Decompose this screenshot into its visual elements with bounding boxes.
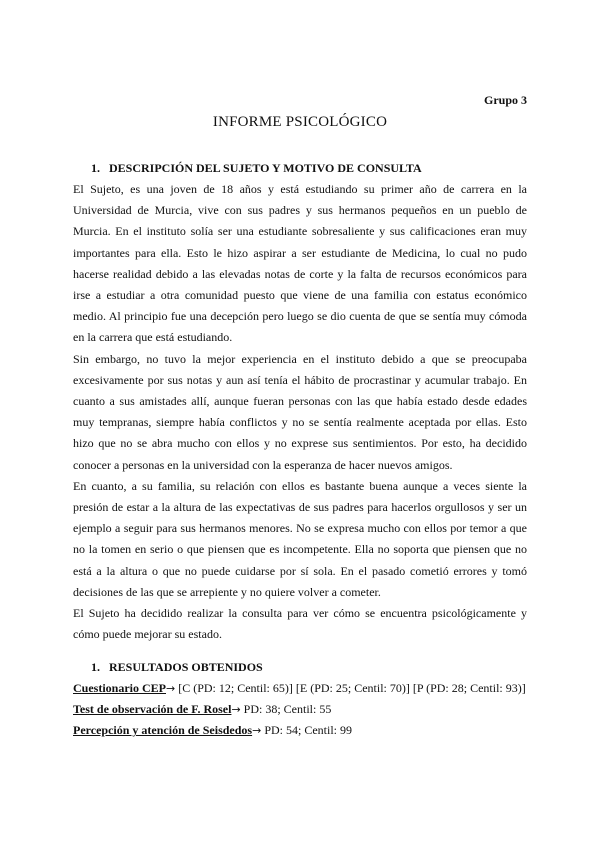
section-number: 1. (91, 660, 100, 674)
result-value: [C (PD: 12; Centil: 65)] [E (PD: 25; Centil: 70)] [P (PD: 28; Centil: 93)] (175, 681, 526, 695)
paragraph-reason: El Sujeto ha decidido realizar la consulta para ver cómo se encuentra psicológicamente y cómo puede mejorar su estado. (73, 606, 527, 642)
document-title: INFORME PSICOLÓGICO (212, 114, 388, 130)
paragraph-family: En cuanto, a su familia, su relación con ellos es bastante buena aunque a veces siente la presión de estar a la altura de las expectativas de sus padres para hacerlos orgullosos y ser un ejemplo a seguir para sus hermanos menores. No se expresa mucho con ellos por temor a que no la tomen en serio o que piensen que es incompetente. Ella no soporta que piensen que no está a la altura o que no puede cuidarse por sí sola. En el pasado cometió errores y tomó decisiones de las que se arrepiente y no quiere volver a cometer. (73, 478, 527, 599)
section-results (73, 657, 527, 742)
arrow-icon: → (231, 703, 241, 717)
paragraph-intro: El Sujeto, es una joven de 18 años y está estudiando su primer año de carrera en la Universidad de Murcia, vive con sus padres y sus hermanos pequeños en un pueblo de Murcia. En el instituto solía ser una estudiante sobresaliente y sus calificaciones eran muy importantes para ella. Esto le hizo aspirar a ser estudiante de Medicina, lo cual no pudo hacerse realidad debido a las elevadas notas de corte y la falta de recursos económicos para irse a estudiar a otra comunidad puesto que viene de una familia con estatus económico medio. Al principio fue una decepción pero luego se dio cuenta de que se sentía muy cómoda en la carrera que está estudiando. (73, 182, 527, 345)
result-label: Percepción y atención de Seisdedos (73, 723, 253, 738)
section-heading-description (73, 158, 527, 179)
result-seisdedos (73, 720, 527, 741)
result-label: Cuestionario CEP (73, 681, 166, 695)
group-label: Grupo 3 (483, 93, 527, 107)
result-cep (73, 678, 527, 699)
section-heading-text: DESCRIPCIÓN DEL SUJETO Y MOTIVO DE CONSULTA (109, 161, 422, 175)
result-value: PD: 54; Centil: 99 (261, 723, 353, 738)
result-rosel (73, 699, 527, 720)
section-heading-text: RESULTADOS OBTENIDOS (109, 660, 263, 674)
section-description (73, 158, 527, 645)
result-value: PD: 38; Centil: 55 (240, 702, 332, 717)
arrow-icon: → (166, 682, 176, 695)
arrow-icon: → (252, 724, 262, 738)
paragraph-school: Sin embargo, no tuvo la mejor experiencia en el instituto debido a que se preocupaba excesivamente por sus notas y aun así tenía el hábito de procrastinar y acumular trabajo. En cuanto a sus amistades allí, aunque fueran personas con las que había estado desde edades muy tempranas, siempre había conflictos y no se sentía realmente aceptada por ellas. Esto hizo que no se abra mucho con ellos y no exprese sus sentimientos. Por esto, ha decidido conocer a personas en la universidad con la esperanza de hacer nuevos amigos. (73, 351, 527, 472)
section-heading-results (73, 657, 527, 678)
result-label: Test de observación de F. Rosel (73, 702, 232, 717)
section-number: 1. (91, 161, 100, 175)
